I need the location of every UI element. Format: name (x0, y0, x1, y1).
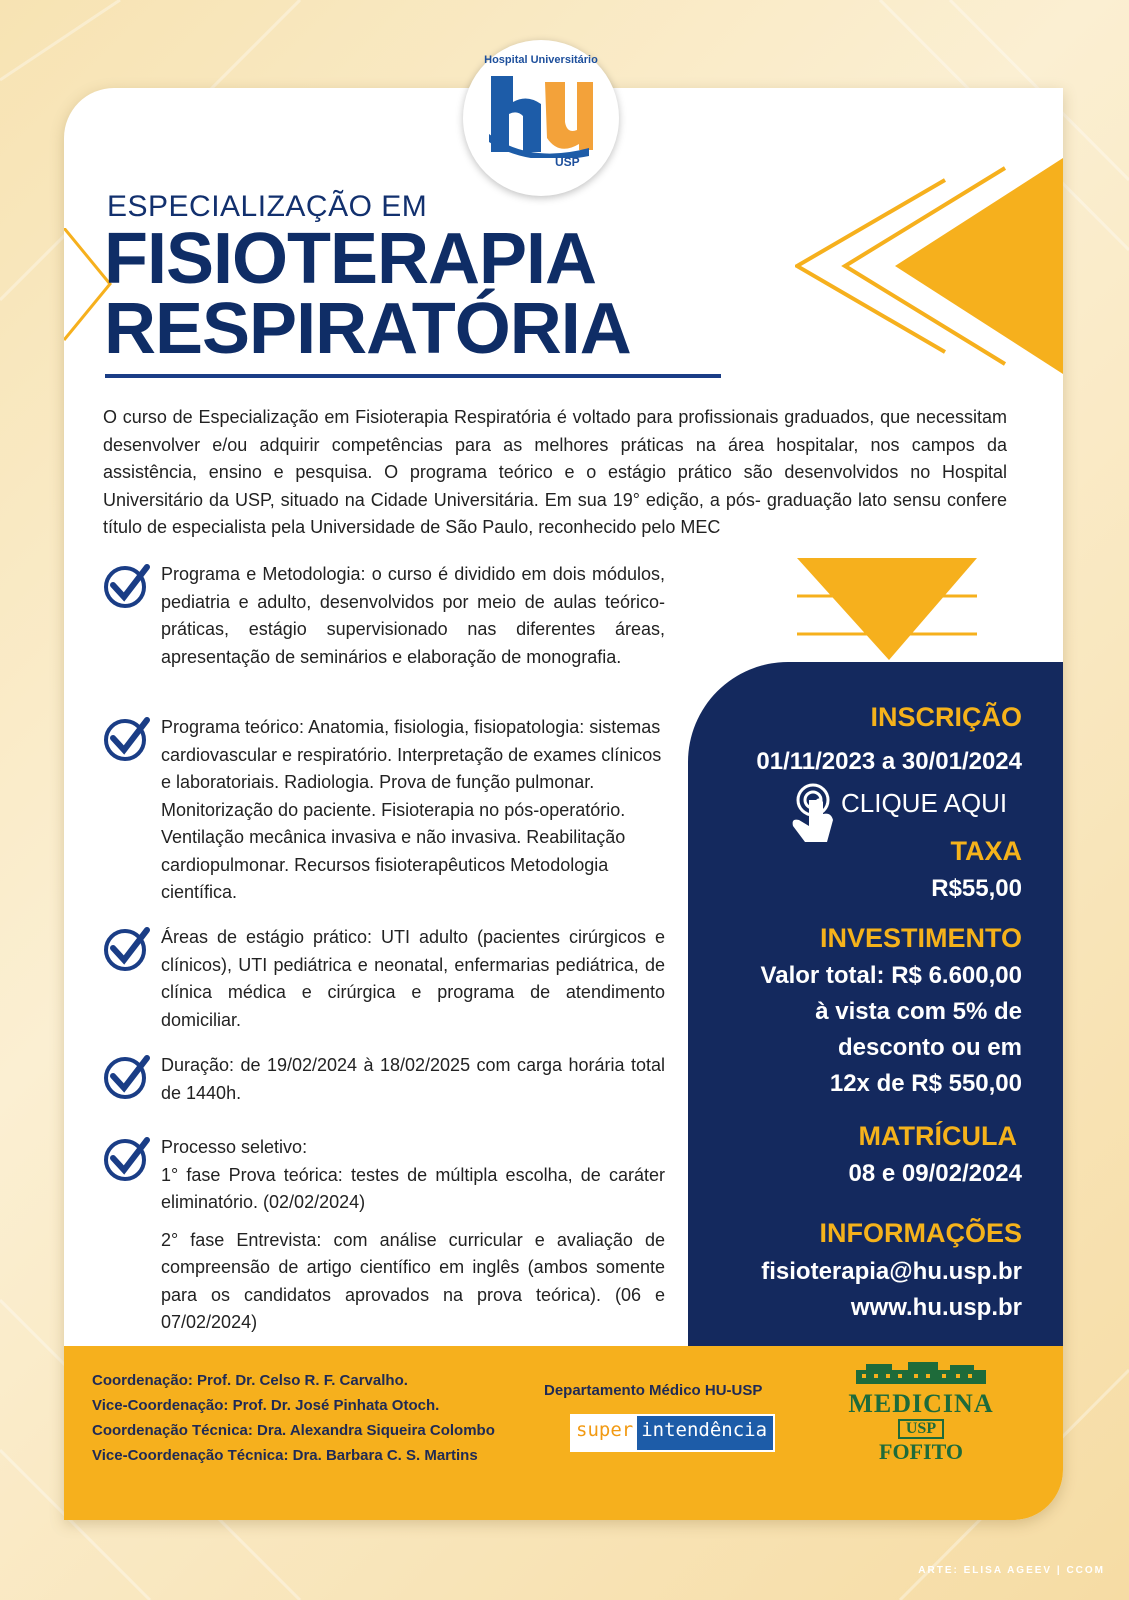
item-text: Programa e Metodologia: o curso é dividido em dois módulos, pediatria e adulto, desenvolvidos por meio de aulas teórico-práticas, estágio supervisionado nas diferentes áreas, apresentação de seminários e elaboração de monografia. (161, 564, 665, 667)
usp-text: USP (898, 1419, 944, 1439)
list-item-processo (103, 1134, 665, 1337)
coordination-line: Vice-Coordenação: Prof. Dr. José Pinhata Otoch. (92, 1397, 440, 1414)
hu-logo-icon (489, 72, 593, 158)
coordination-line: Vice-Coordenação Técnica: Dra. Barbara C. S. Martins (92, 1447, 478, 1464)
superintendencia-logo (570, 1414, 775, 1452)
investimento-line-3: desconto ou em (837, 1034, 1022, 1061)
investimento-line-2: à vista com 5% de (815, 998, 1022, 1025)
check-icon (103, 926, 151, 972)
item-text: Áreas de estágio prático: UTI adulto (pacientes cirúrgicos e clínicos), UTI pediátrica e neonatal, enfermarias pediátrica, de clínica médica e cirúrgica e programa de atendimento domiciliar. (161, 927, 665, 1030)
intro-paragraph: O curso de Especialização em Fisioterapia Respiratória é voltado para profissionais graduados, que necessitam desenvolver e/ou adquirir competências para as melhores práticas na área hospitalar, nos campos da assistência, ensino e pesquisa. O programa teórico e o estágio prático são desenvolvidos no Hospital Universitário da USP, situado na Cidade Universitária. Em sua 19° edição, a pós- graduação lato sensu confere título de especialista pela Universidade de São Paulo, reconhecido pelo MEC (103, 407, 1007, 537)
website-link[interactable]: www.hu.usp.br (850, 1294, 1022, 1321)
check-icon (103, 716, 151, 762)
check-icon (103, 1054, 151, 1100)
inscricao-dates: 01/11/2023 a 30/01/2024 (756, 748, 1022, 775)
title-line-2: RESPIRATÓRIA (104, 289, 631, 369)
item-phase-1: 1° fase Prova teórica: testes de múltipla escolha, de caráter eliminatório. (02/02/2024) (161, 1164, 665, 1212)
subtitle: ESPECIALIZAÇÃO EM (107, 190, 428, 223)
check-icon (103, 1136, 151, 1182)
item-text: Programa teórico: Anatomia, fisiologia, fisiopatologia: sistemas cardiovascular e respiratório. Interpretação de exames clínicos e laboratoriais. Radiologia. Prova de função pulmonar. Monitorização do paciente. Fisioterapia no pós-operatório. Ventilação mecânica invasiva e não invasiva. Reabilitação cardiopulmonar. Recursos fisioterapêuticos Metodologia científica. (161, 717, 662, 902)
investimento-label: INVESTIMENTO (819, 923, 1022, 953)
taxa-label: TAXA (950, 836, 1022, 866)
investimento-line-1: Valor total: R$ 6.600,00 (760, 962, 1022, 989)
matricula-label: MATRÍCULA (858, 1121, 1017, 1151)
list-item-programa-teorico (103, 714, 665, 907)
art-credit: ARTE: ELISA AGEEV | CCOM (918, 1565, 1105, 1576)
department-name: Departamento Médico HU-USP (544, 1382, 763, 1399)
info-sidebar (688, 662, 1063, 1346)
coordination-line: Coordenação: Prof. Dr. Celso R. F. Carvalho. (92, 1372, 408, 1389)
taxa-value: R$55,00 (931, 875, 1022, 902)
click-here-label: CLIQUE AQUI (841, 788, 1008, 818)
right-chevron-decoration (795, 158, 1065, 378)
list-item-programa (103, 561, 665, 671)
hu-usp-logo (463, 40, 619, 196)
list-item-areas (103, 924, 665, 1034)
triangle-decoration (795, 556, 985, 666)
email-link[interactable]: fisioterapia@hu.usp.br (761, 1258, 1022, 1285)
item-phase-2: 2° fase Entrevista: com análise curricular e avaliação de compreensão de artigo científico em inglês (ambos somente para os candidatos aprovados na prova teórica). (06 e 07/02/2024) (161, 1229, 665, 1332)
informacoes-label: INFORMAÇÕES (819, 1218, 1022, 1248)
coordination-block (92, 1368, 495, 1468)
building-skyline-icon (856, 1362, 986, 1384)
inscricao-label: INSCRIÇÃO (870, 702, 1022, 732)
item-text: Processo seletivo: (161, 1137, 308, 1157)
list-item-duracao (103, 1052, 665, 1107)
medicina-text: MEDICINA (848, 1389, 994, 1418)
coordination-line: Coordenação Técnica: Dra. Alexandra Siqueira Colombo (92, 1422, 495, 1439)
page-title (104, 219, 631, 369)
touch-hand-icon (783, 782, 839, 848)
super-logo-part-2: intendência (637, 1416, 773, 1450)
super-logo-part-1: super (572, 1416, 637, 1450)
fofito-text: FOFITO (879, 1439, 963, 1464)
investimento-line-4: 12x de R$ 550,00 (829, 1070, 1022, 1097)
check-icon (103, 563, 151, 609)
logo-usp-text: USP (555, 155, 580, 169)
matricula-dates: 08 e 09/02/2024 (848, 1160, 1022, 1187)
title-line-1: FISIOTERAPIA (104, 219, 597, 299)
logo-hospital-text: Hospital Universitário (484, 54, 598, 66)
item-text: Duração: de 19/02/2024 à 18/02/2025 com carga horária total de 1440h. (161, 1055, 665, 1103)
title-underline (105, 374, 721, 378)
fmusp-fofito-logo (836, 1362, 1006, 1465)
footer (64, 1346, 1063, 1520)
